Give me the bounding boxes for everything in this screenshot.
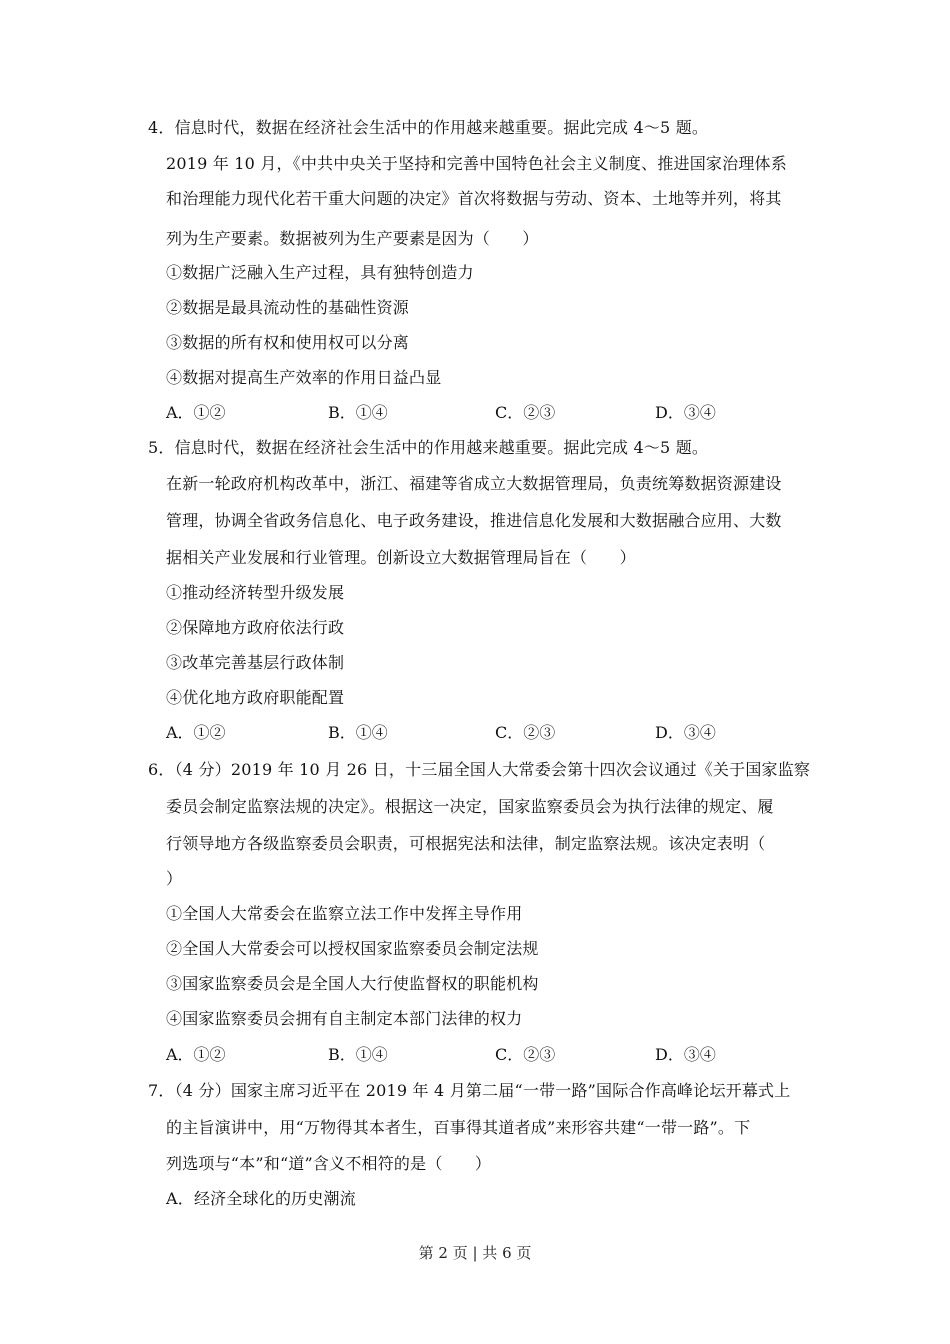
question-5-stem	[148, 437, 708, 459]
question-stem-text: （4 分）2019 年 10 月 26 日，十三届全国人大常委会第十四次会议通过《关于国家监察	[174, 760, 811, 779]
question-6-option-a[interactable]: A．①②	[166, 1045, 226, 1064]
question-number: 4．	[148, 118, 175, 137]
question-6-line-3: ）	[166, 869, 183, 888]
question-7-line-2: 列选项与“本”和“道”含义不相符的是（ ）	[166, 1154, 492, 1173]
question-6-line-1: 委员会制定监察法规的决定》。根据这一决定，国家监察委员会为执行法律的规定、履	[166, 797, 774, 816]
question-4-line-1: 2019 年 10 月，《中共中央关于坚持和完善中国特色社会主义制度、推进国家治理体系	[166, 154, 787, 173]
question-6-line-2: 行领导地方各级监察委员会职责，可根据宪法和法律，制定监察法规。该决定表明（	[166, 834, 766, 853]
question-4-statement-1: ①数据广泛融入生产过程，具有独特创造力	[166, 263, 474, 282]
question-4-option-b[interactable]: B．①④	[328, 403, 388, 422]
question-6-option-b[interactable]: B．①④	[328, 1045, 388, 1064]
question-7-stem	[148, 1080, 790, 1102]
question-5-line-2: 管理，协调全省政务信息化、电子政务建设，推进信息化发展和大数据融合应用、大数	[166, 511, 782, 530]
question-6-stem	[148, 759, 810, 781]
question-7-line-1: 的主旨演讲中，用“万物得其本者生，百事得其道者成”来形容共建“一带一路”。下	[166, 1118, 751, 1137]
question-6-option-c[interactable]: C．②③	[495, 1045, 556, 1064]
question-4-option-c[interactable]: C．②③	[495, 403, 556, 422]
question-number: 5．	[148, 438, 175, 457]
question-5-statement-4: ④优化地方政府职能配置	[166, 688, 345, 707]
question-4-line-3: 列为生产要素。数据被列为生产要素是因为（ ）	[166, 229, 539, 248]
question-5-line-1: 在新一轮政府机构改革中，浙江、福建等省成立大数据管理局，负责统筹数据资源建设	[166, 474, 782, 493]
question-5-statement-1: ①推动经济转型升级发展	[166, 583, 345, 602]
question-4-statement-3: ③数据的所有权和使用权可以分离	[166, 333, 410, 352]
question-5-option-b[interactable]: B．①④	[328, 723, 388, 742]
question-4-statement-4: ④数据对提高生产效率的作用日益凸显	[166, 368, 442, 387]
question-number: 6．	[148, 760, 175, 779]
question-6-statement-3: ③国家监察委员会是全国人大行使监督权的职能机构	[166, 974, 539, 993]
question-number: 7．	[148, 1081, 175, 1100]
question-4-option-d[interactable]: D．③④	[655, 403, 716, 422]
question-4-statement-2: ②数据是最具流动性的基础性资源	[166, 298, 410, 317]
question-stem-text: 信息时代，数据在经济社会生活中的作用越来越重要。据此完成 4～5 题。	[174, 118, 709, 137]
question-5-option-a[interactable]: A．①②	[166, 723, 226, 742]
question-5-statement-3: ③改革完善基层行政体制	[166, 653, 345, 672]
question-6-statement-2: ②全国人大常委会可以授权国家监察委员会制定法规	[166, 939, 539, 958]
question-4-option-a[interactable]: A．①②	[166, 403, 226, 422]
question-4-line-2: 和治理能力现代化若干重大问题的决定》首次将数据与劳动、资本、土地等并列，将其	[166, 189, 782, 208]
question-5-statement-2: ②保障地方政府依法行政	[166, 618, 345, 637]
question-5-line-3: 据相关产业发展和行业管理。创新设立大数据管理局旨在（ ）	[166, 548, 636, 567]
question-stem-text: 信息时代，数据在经济社会生活中的作用越来越重要。据此完成 4～5 题。	[174, 438, 709, 457]
question-6-statement-1: ①全国人大常委会在监察立法工作中发挥主导作用	[166, 904, 523, 923]
question-6-statement-4: ④国家监察委员会拥有自主制定本部门法律的权力	[166, 1009, 523, 1028]
question-7-option-a[interactable]: A．经济全球化的历史潮流	[166, 1189, 356, 1208]
question-6-option-d[interactable]: D．③④	[655, 1045, 716, 1064]
page-footer: 第 2 页 | 共 6 页	[418, 1244, 532, 1262]
question-5-option-c[interactable]: C．②③	[495, 723, 556, 742]
question-4-stem	[148, 117, 708, 139]
question-5-option-d[interactable]: D．③④	[655, 723, 716, 742]
question-stem-text: （4 分）国家主席习近平在 2019 年 4 月第二届“一带一路”国际合作高峰论坛开幕式上	[174, 1081, 791, 1100]
